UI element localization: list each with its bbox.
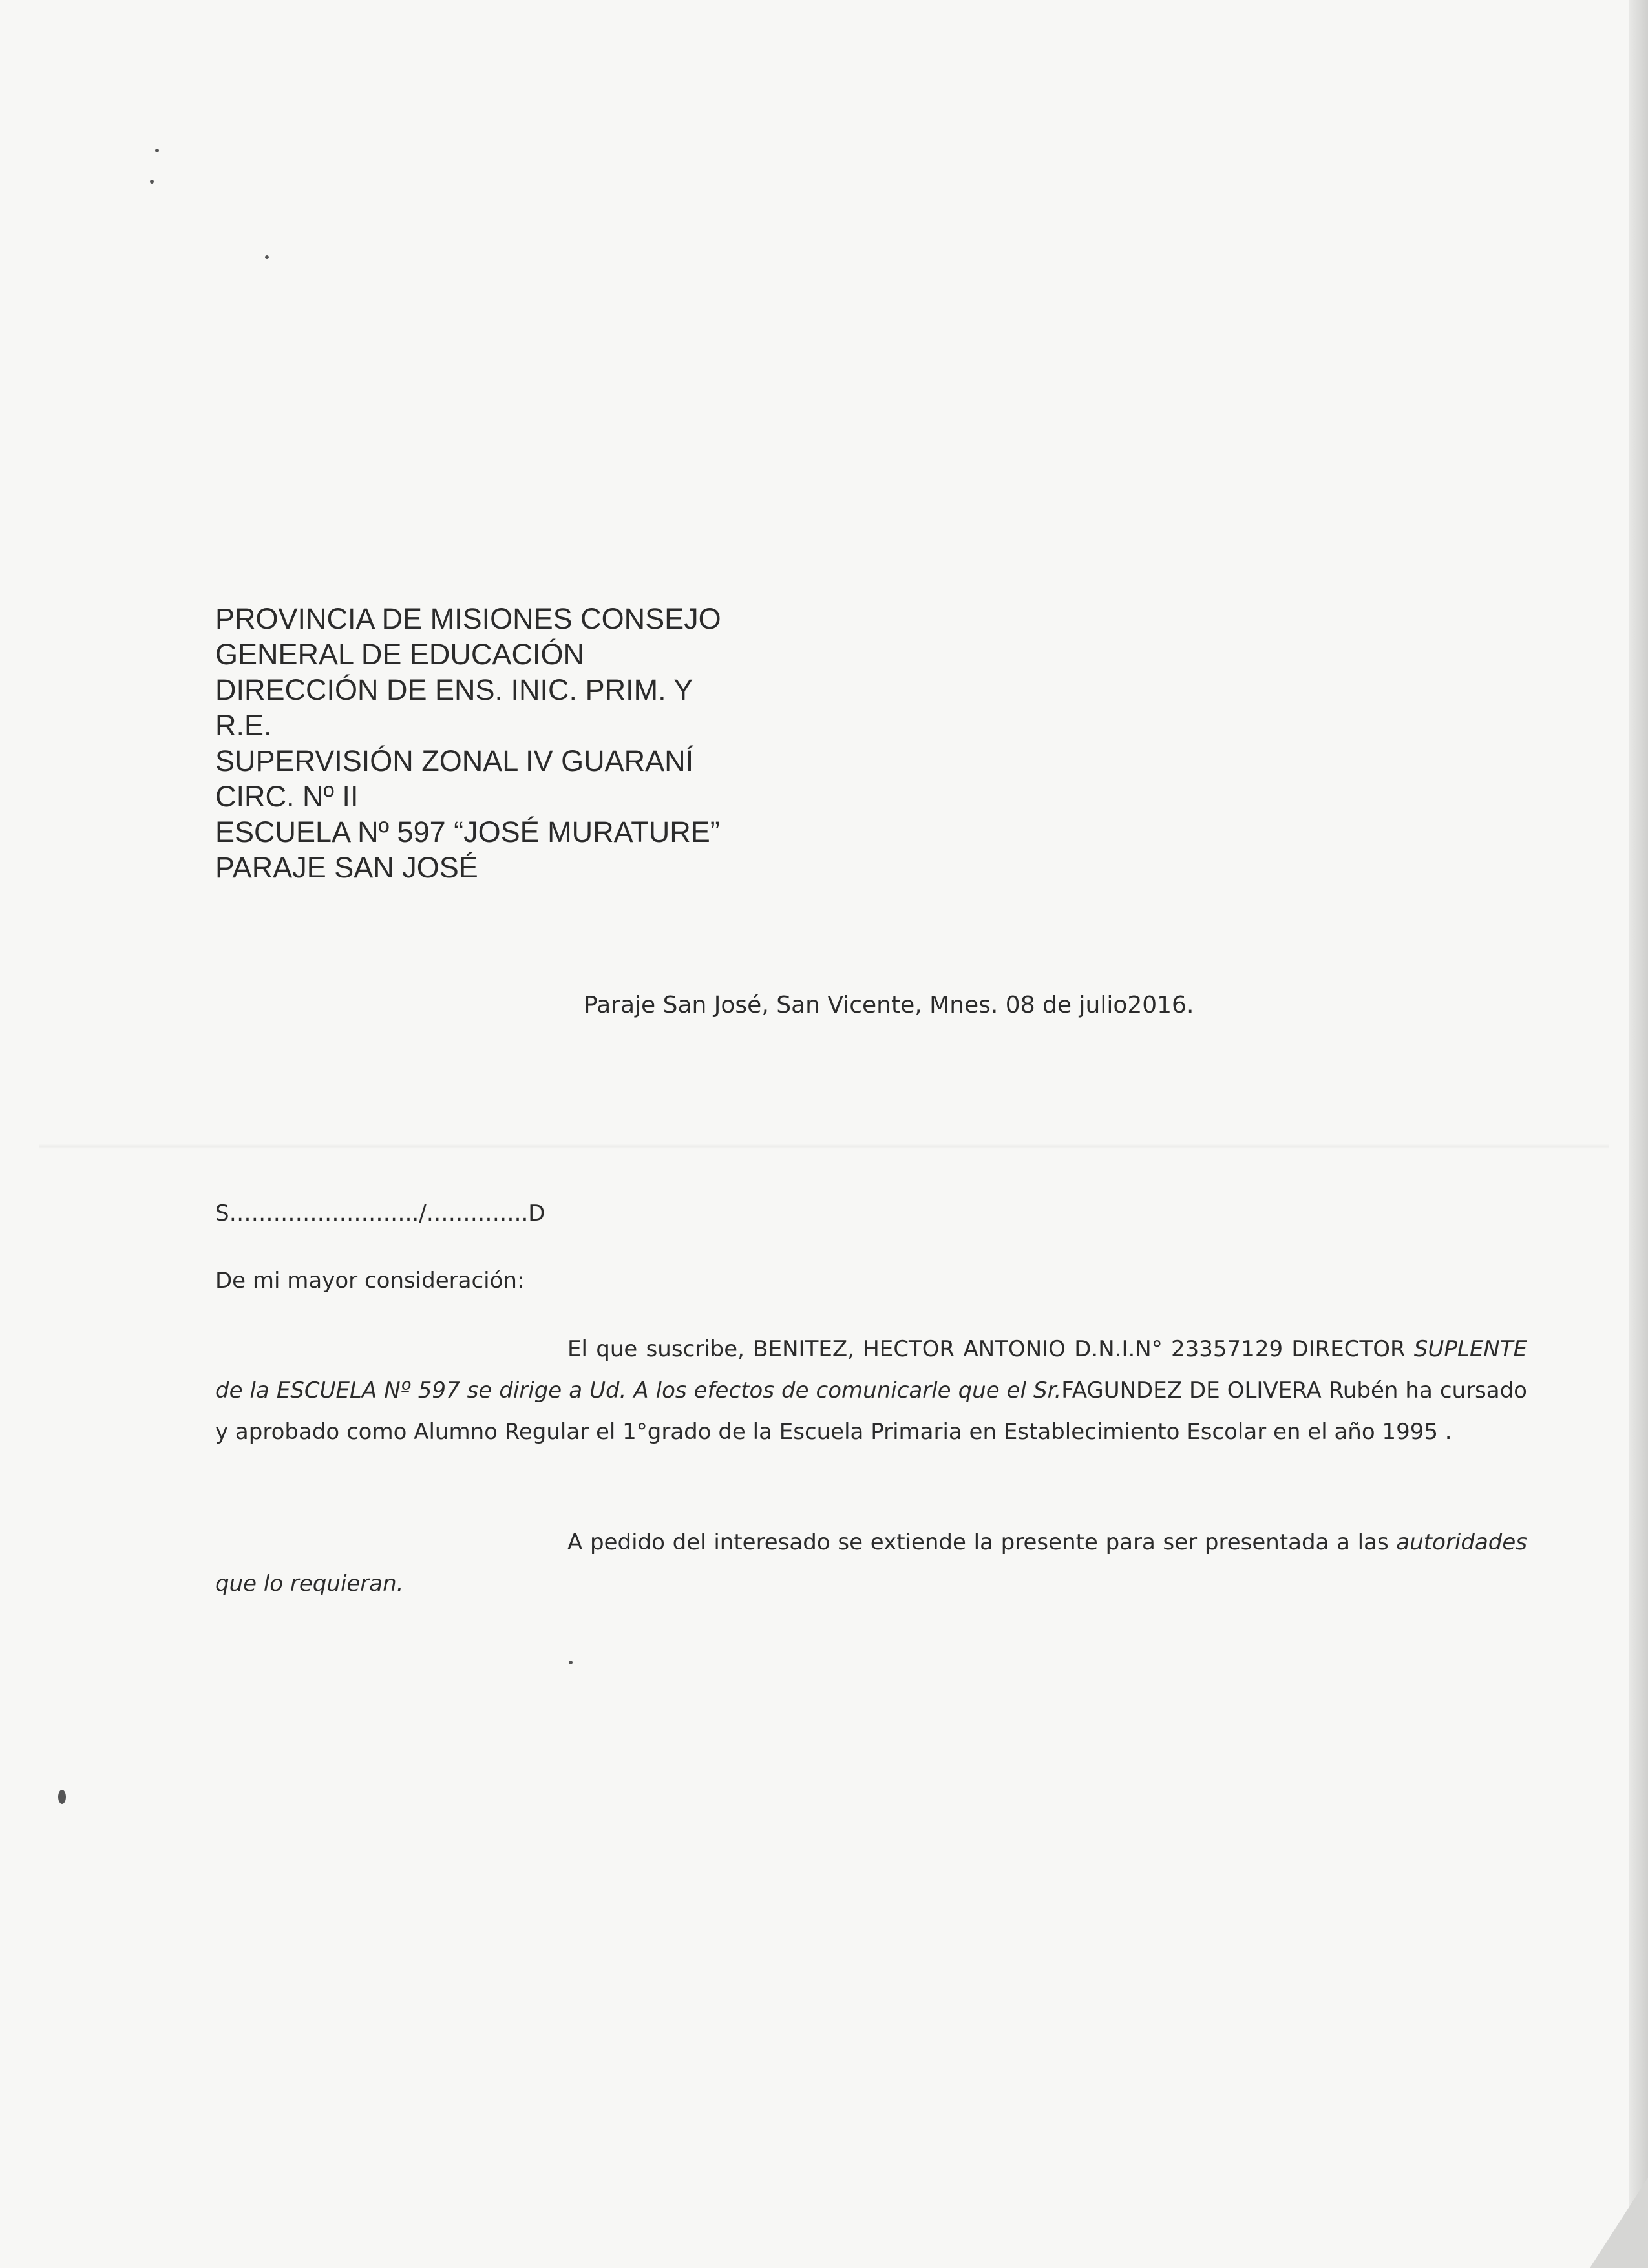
paragraph-text-italic: SUPLENTE de la ESCUELA Nº 597 se dirige a Ud. A los efectos de comunicarle que el Sr. (215, 1336, 1527, 1403)
page-right-edge (1629, 0, 1648, 2268)
letterhead-line: PARAJE SAN JOSÉ (215, 851, 478, 884)
paper-crease (39, 1144, 1609, 1149)
date-line: Paraje San José, San Vicente, Mnes. 08 de julio2016. (584, 992, 1194, 1018)
paragraph-text: FAGUNDEZ DE OLIVERA Rubén ha cursado y aprobado como Alumno Regular el 1°grado de la Escuela Primaria en Establecimiento Escolar en el año 1995 . (215, 1378, 1527, 1445)
scan-speck (569, 1661, 573, 1664)
letterhead-line: R.E. (215, 709, 272, 742)
scan-speck (155, 149, 159, 152)
letterhead-line: DIRECCIÓN DE ENS. INIC. PRIM. Y (215, 673, 693, 706)
page-corner-fold (1590, 2178, 1648, 2268)
scan-speck (150, 180, 154, 184)
paragraph-text-italic: autoridades que lo requieran. (215, 1529, 1527, 1597)
scan-speck (58, 1790, 66, 1804)
paragraph-text: A pedido del interesado se extiende la presente para ser presentada a las (567, 1529, 1397, 1555)
letterhead-line: CIRC. Nº II (215, 780, 359, 813)
greeting: De mi mayor consideración: (215, 1268, 525, 1294)
addressee-line: S……………………../…………..D (215, 1201, 545, 1226)
scan-speck (265, 255, 269, 259)
letterhead-line: PROVINCIA DE MISIONES CONSEJO (215, 602, 721, 635)
letterhead-line: ESCUELA Nº 597 “JOSÉ MURATURE” (215, 815, 720, 848)
body-paragraph-1 (215, 1328, 1527, 1453)
letterhead-line: SUPERVISIÓN ZONAL IV GUARANÍ (215, 744, 694, 777)
paragraph-text: El que suscribe, BENITEZ, HECTOR ANTONIO D.N.I.N° 23357129 DIRECTOR (567, 1336, 1414, 1362)
body-paragraph-2 (215, 1522, 1527, 1604)
letterhead-line: GENERAL DE EDUCACIÓN (215, 638, 584, 671)
letterhead (215, 601, 823, 885)
